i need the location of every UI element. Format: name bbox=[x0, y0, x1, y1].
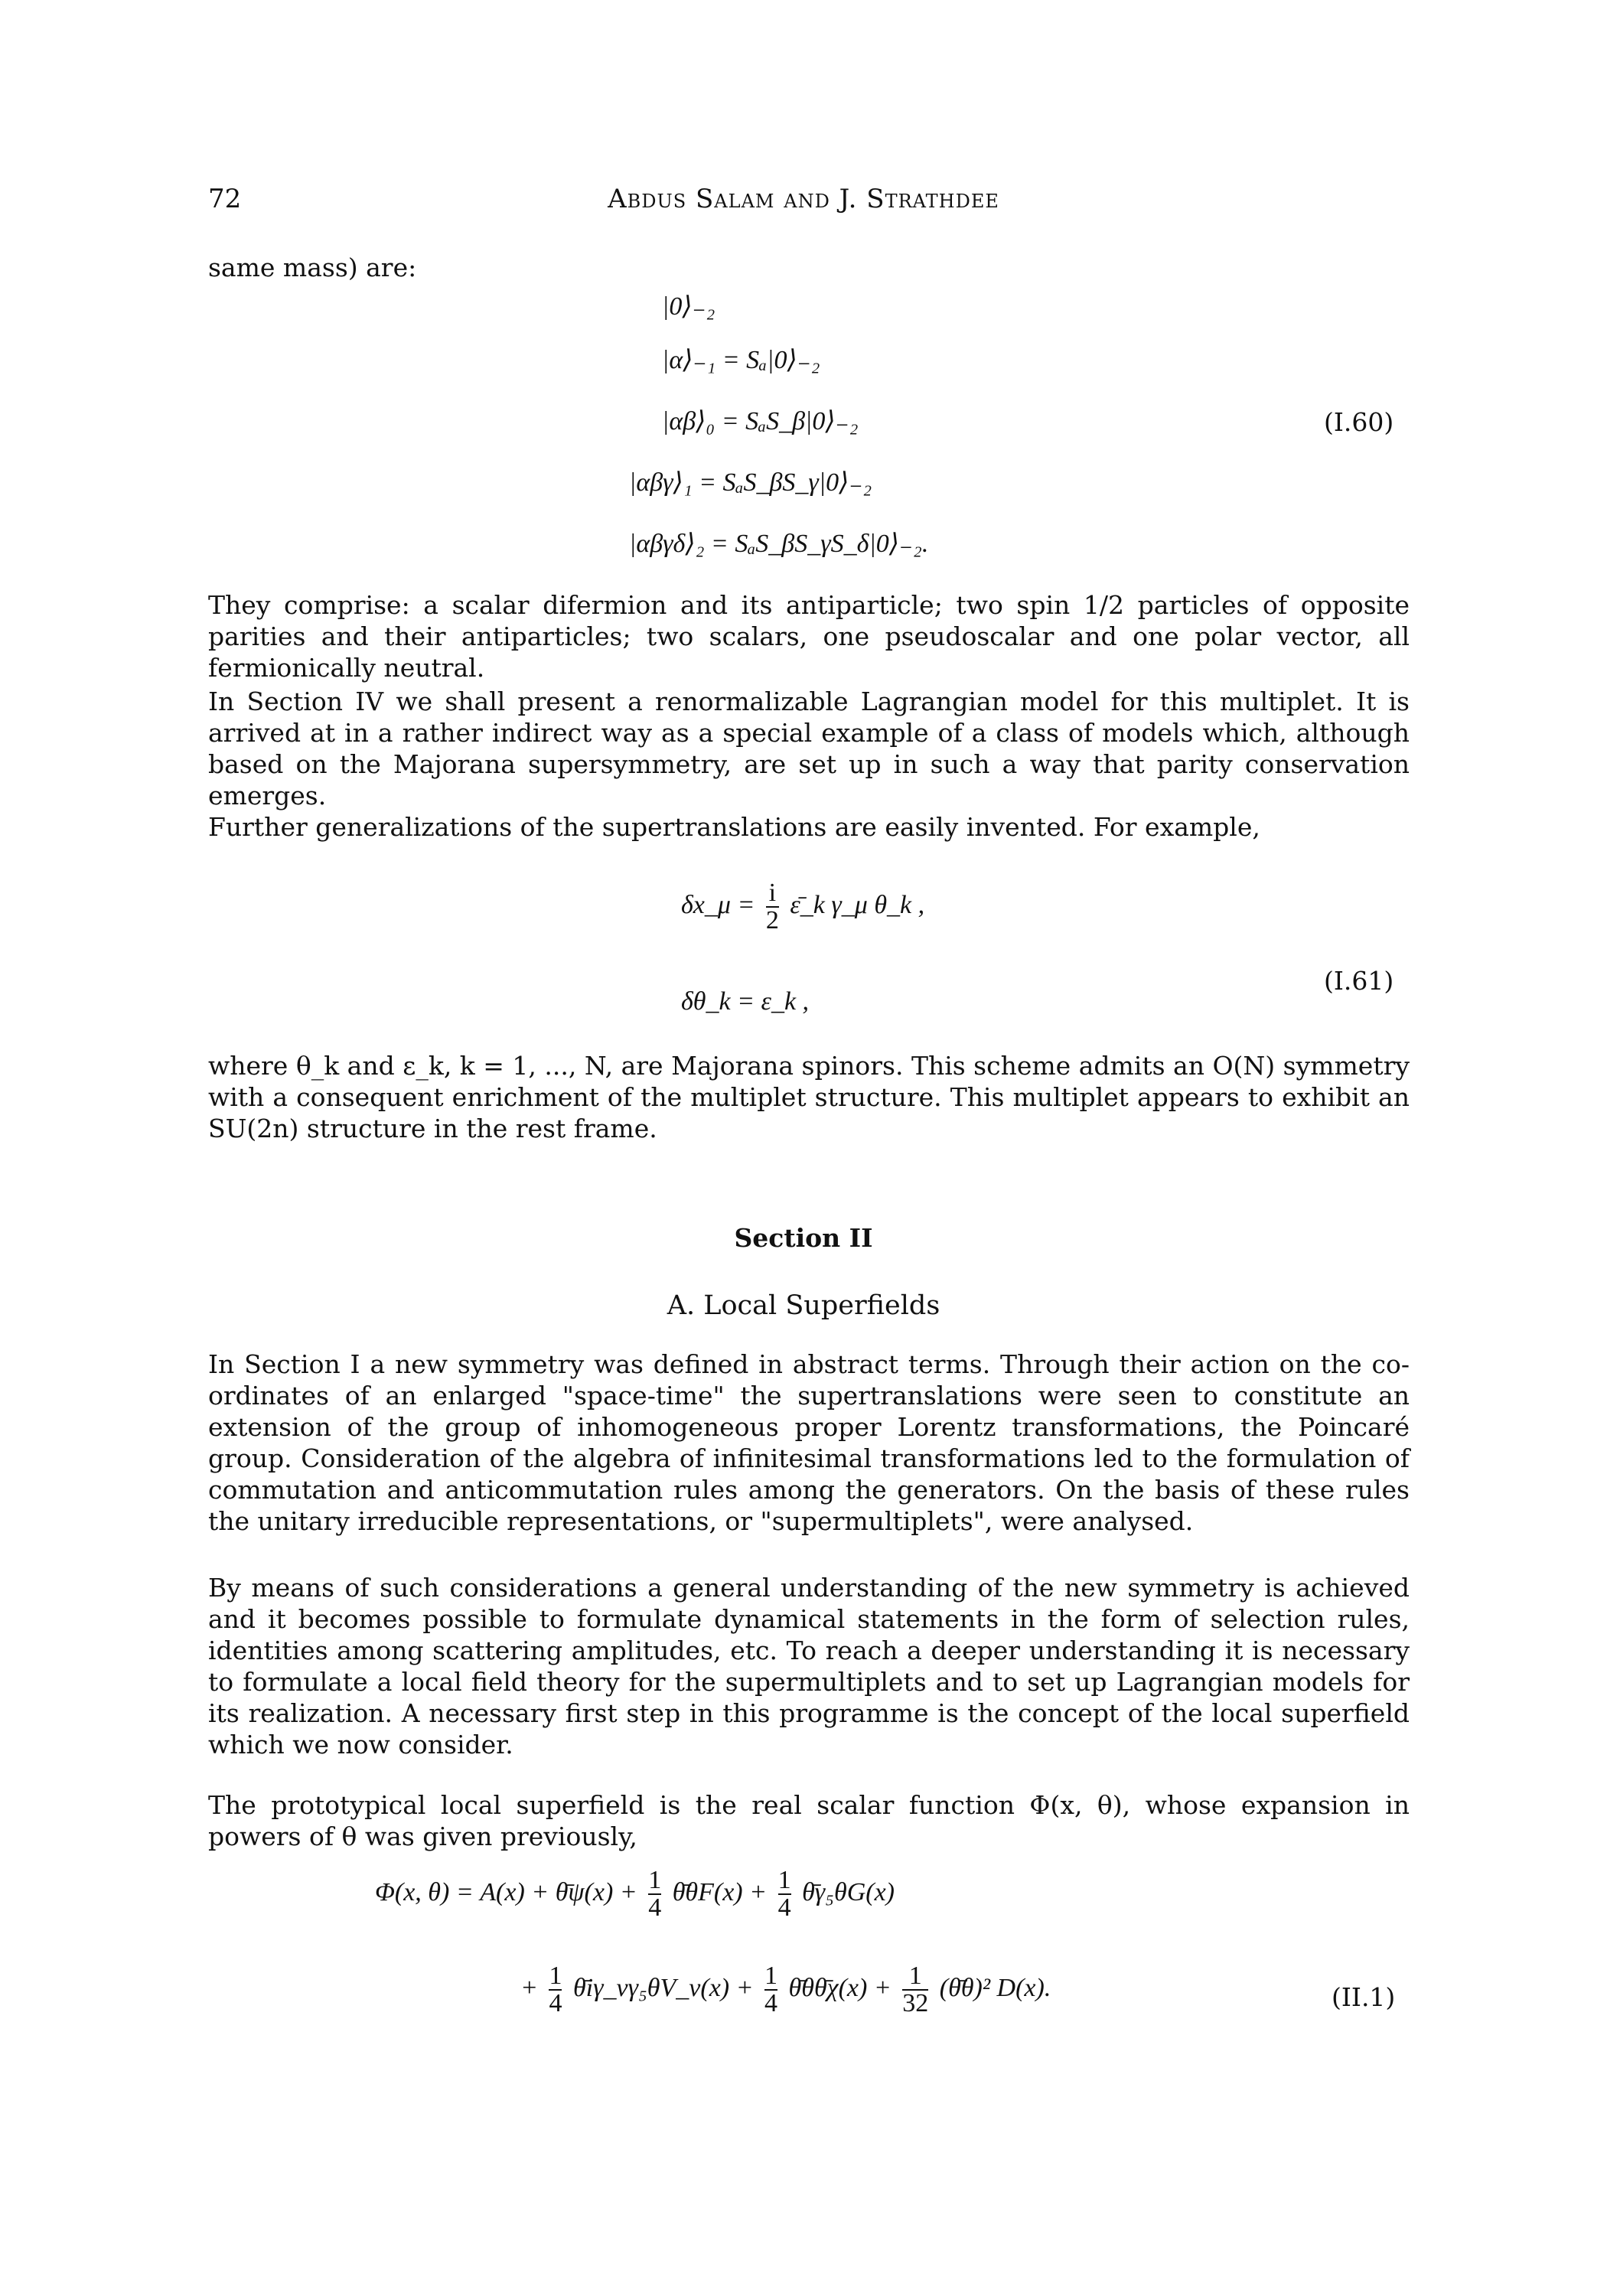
section-heading: Section II bbox=[734, 1223, 873, 1253]
paragraph-majorana-spinors: where θ_k and ε_k, k = 1, ..., N, are Majorana spinors. This scheme admits an O(N) symmetry with a consequent enrichment of the multiplet structure. This multiplet appears to exhibit an SU(2n) structure in the rest frame. bbox=[208, 1051, 1410, 1143]
frac-den: 4 bbox=[764, 1989, 778, 2017]
eq-I60-line-1: |0⟩₋₂ bbox=[662, 292, 715, 321]
page-number: 72 bbox=[208, 184, 242, 214]
eq-II1-fraction bbox=[778, 1867, 791, 1921]
eq-II1-fraction bbox=[648, 1867, 661, 1921]
eq-I61-line-2: δθ_k = ε_k , bbox=[681, 987, 810, 1016]
eq-II1-line-1 bbox=[375, 1867, 895, 1921]
frac-den: 4 bbox=[549, 1989, 562, 2017]
paragraph-prototypical-superfield: The prototypical local superfield is the real scalar function Φ(x, θ), whose expansion in powers of θ was given previously, bbox=[208, 1790, 1410, 1851]
eq-I60-line-4: |αβγ⟩₁ = SₐS_βS_γ|0⟩₋₂ bbox=[629, 468, 872, 497]
frac-num: 1 bbox=[648, 1866, 662, 1894]
intro-line: same mass) are: bbox=[208, 253, 417, 282]
frac-den: 4 bbox=[648, 1893, 662, 1922]
paragraph-generalizations: Further generalizations of the supertranslations are easily invented. For example, bbox=[208, 812, 1260, 842]
frac-num: 1 bbox=[764, 1962, 778, 1990]
eq-I60-line-2: |α⟩₋₁ = Sₐ|0⟩₋₂ bbox=[662, 346, 820, 374]
frac-den: 32 bbox=[902, 1989, 929, 2017]
eq-II1-line-2 bbox=[520, 1963, 1051, 2017]
eq-II1-term: (θ̄θ)² D(x). bbox=[939, 1973, 1051, 2002]
eq-II1-term: θ̄θθ̄χ(x) + bbox=[788, 1973, 892, 2002]
frac-num: 1 bbox=[908, 1962, 922, 1990]
frac-num: i bbox=[768, 879, 777, 907]
subsection-heading: A. Local Superfields bbox=[667, 1290, 940, 1321]
eq-I61-fraction bbox=[766, 880, 779, 934]
eq-II1-term: θ̄γ₅θG(x) bbox=[802, 1877, 895, 1906]
frac-num: 1 bbox=[777, 1866, 791, 1894]
eq-I60-line-3: |αβ⟩₀ = SₐS_β|0⟩₋₂ bbox=[662, 407, 859, 435]
eq-I60-line-5: |αβγδ⟩₂ = SₐS_βS_γS_δ|0⟩₋₂. bbox=[629, 530, 929, 558]
paragraph-understanding: By means of such considerations a general understanding of the new symmetry is achieved and it becomes possible to formulate dynamical statements in the form of selection rules, identities among scattering amplitudes, etc. To reach a deeper understanding it is necessary to formulate a local field theory for the supermultiplets and to set up Lagrangian models for its realization. A necessary first step in this programme is the concept of the local superfield which we now consider. bbox=[208, 1573, 1410, 1760]
paragraph-multiplet-content: They comprise: a scalar difermion and its antiparticle; two spin 1/2 particles of opposite parities and their antiparticles; two scalars, one pseudoscalar and one polar vector, all fermionically neutral. bbox=[208, 590, 1410, 683]
paragraph-section-i-summary: In Section I a new symmetry was defined in abstract terms. Through their action on the co-ordinates of an enlarged "space-time" the supertranslations were seen to constitute an extension of the group of inhomogeneous proper Lorentz transformations, the Poincaré group. Consideration of the algebra of infinitesimal transformations led to the formulation of commutation and anticommutation rules among the generators. On the basis of these rules the unitary irreducible representations, or "supermultiplets", were analysed. bbox=[208, 1349, 1410, 1536]
running-head: Abdus Salam and J. Strathdee bbox=[608, 184, 999, 214]
eq-I61-lhs: δx_μ = bbox=[681, 890, 755, 919]
eq-II1-fraction bbox=[902, 1963, 928, 2017]
eq-I61-rhs: ε̄_k γ_μ θ_k , bbox=[790, 890, 925, 919]
eq-II1-term: + bbox=[520, 1973, 538, 2002]
eq-II1-fraction bbox=[764, 1963, 777, 2017]
eq-II1-fraction bbox=[549, 1963, 562, 2017]
eq-I61-number: (I.61) bbox=[1324, 966, 1394, 996]
eq-II1-term: Φ(x, θ) = A(x) + θ̄ψ(x) + bbox=[375, 1877, 637, 1906]
frac-num: 1 bbox=[549, 1962, 562, 1990]
eq-I61-line-1 bbox=[681, 880, 924, 934]
eq-II1-term: θ̄iγ_νγ₅θV_ν(x) + bbox=[572, 1973, 754, 2002]
eq-II1-term: θ̄θF(x) + bbox=[672, 1877, 768, 1906]
eq-I60-number: (I.60) bbox=[1324, 407, 1394, 437]
paragraph-section-iv: In Section IV we shall present a renormalizable Lagrangian model for this multiplet. It is arrived at in a rather indirect way as a special example of a class of models which, although based on the Majorana supersymmetry, are set up in such a way that parity conservation emerges. bbox=[208, 687, 1410, 810]
eq-II1-number: (II.1) bbox=[1332, 1982, 1396, 2012]
frac-den: 2 bbox=[765, 906, 779, 934]
frac-den: 4 bbox=[777, 1893, 791, 1922]
